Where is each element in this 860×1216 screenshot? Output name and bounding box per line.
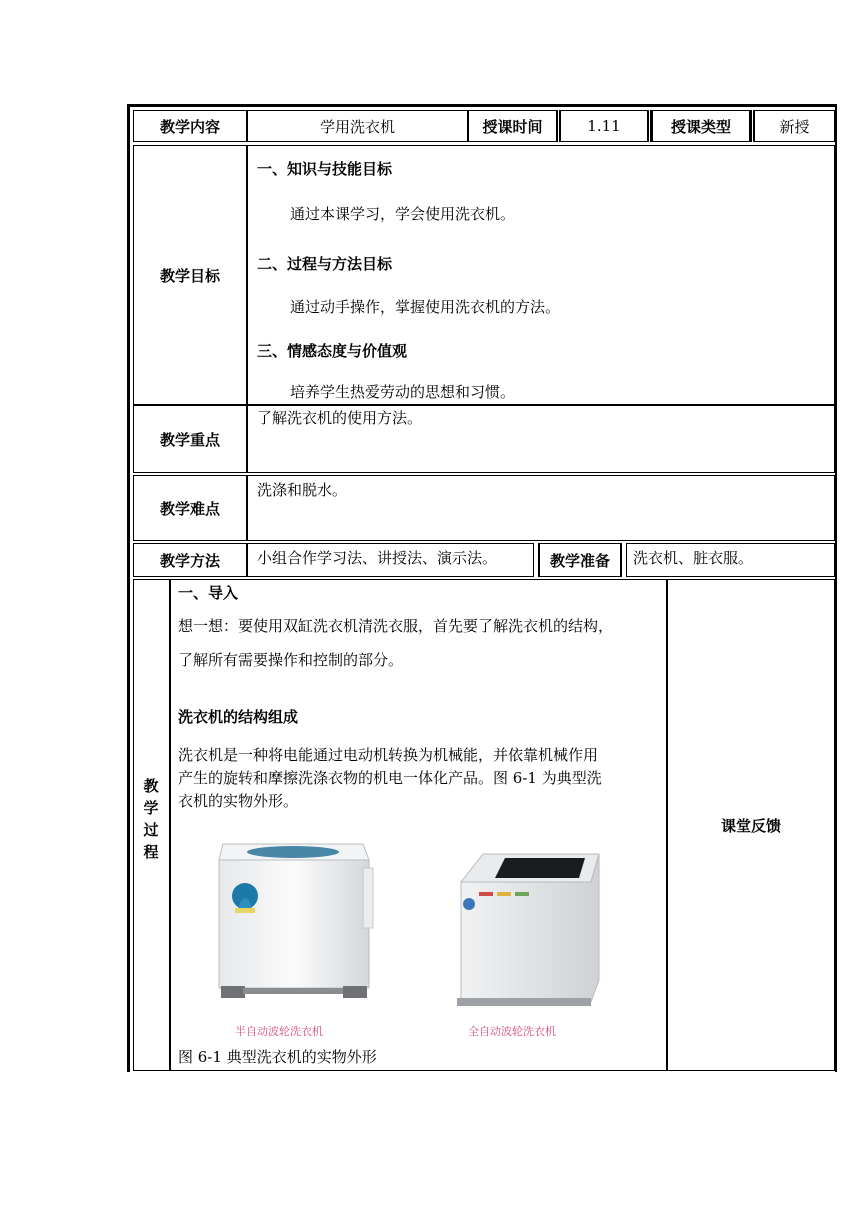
- feedback-cell: 课堂反馈: [667, 579, 835, 1071]
- method-cell: [247, 543, 534, 577]
- semi-automatic-washer-image: [213, 838, 381, 1006]
- process-content: [170, 579, 667, 1071]
- prep-value: 洗衣机、脏衣服。: [633, 549, 754, 567]
- automatic-washer-image: [453, 852, 605, 1012]
- intro-line-2: 了解所有需要操作和控制的部分。: [178, 651, 404, 669]
- process-label-char: 学: [143, 799, 159, 817]
- objectives-label: 教学目标: [133, 145, 247, 405]
- objective-text-3: 培养学生热爱劳动的思想和习惯。: [290, 383, 516, 401]
- desc-line-1: 洗衣机是一种将电能通过电动机转换为机械能，并依靠机械作用: [178, 746, 599, 764]
- key-point-label: 教学重点: [133, 405, 247, 473]
- right-image-caption: 全自动波轮洗衣机: [468, 1025, 556, 1038]
- type-value: 新授: [754, 110, 835, 142]
- process-label: [141, 775, 161, 863]
- difficulty-text: 洗涤和脱水。: [257, 481, 348, 499]
- objective-text-1: 通过本课学习，学会使用洗衣机。: [290, 205, 516, 223]
- key-point-cell: [247, 405, 835, 473]
- time-value: 1.11: [560, 110, 648, 142]
- double-divider: [557, 110, 560, 142]
- process-label-char: 程: [143, 843, 159, 861]
- time-label: 授课时间: [468, 110, 557, 142]
- intro-line-1: 想一想：要使用双缸洗衣机清洗衣服，首先要了解洗衣机的结构，: [178, 617, 614, 635]
- double-divider: [648, 110, 652, 142]
- type-label: 授课类型: [652, 110, 750, 142]
- double-divider: [750, 110, 754, 142]
- process-label-cell: [133, 579, 170, 1071]
- desc-line-2: 产生的旋转和摩擦洗涤衣物的机电一体化产品。图 6-1 为典型洗: [178, 769, 602, 787]
- objective-heading-1: 一、知识与技能目标: [257, 160, 393, 178]
- method-value: 小组合作学习法、讲授法、演示法。: [257, 549, 498, 567]
- key-point-text: 了解洗衣机的使用方法。: [257, 409, 423, 427]
- structure-heading: 洗衣机的结构组成: [178, 708, 299, 726]
- objective-heading-2: 二、过程与方法目标: [257, 255, 393, 273]
- content-value: 学用洗衣机: [247, 110, 468, 142]
- objective-heading-3: 三、情感态度与价值观: [257, 342, 408, 360]
- process-label-char: 教: [143, 777, 159, 795]
- objective-text-2: 通过动手操作，掌握使用洗衣机的方法。: [290, 298, 561, 316]
- content-label: 教学内容: [133, 110, 247, 142]
- prep-cell: [626, 543, 835, 577]
- intro-heading: 一、导入: [178, 584, 239, 602]
- process-label-char: 过: [143, 821, 159, 839]
- prep-label: 教学准备: [538, 543, 622, 577]
- desc-line-3: 衣机的实物外形。: [178, 792, 299, 810]
- figure-caption: 图 6-1 典型洗衣机的实物外形: [178, 1048, 377, 1066]
- objectives-content: [247, 145, 835, 405]
- difficulty-label: 教学难点: [133, 475, 247, 541]
- method-label: 教学方法: [133, 543, 247, 577]
- left-image-caption: 半自动波轮洗衣机: [235, 1025, 323, 1038]
- difficulty-cell: [247, 475, 835, 541]
